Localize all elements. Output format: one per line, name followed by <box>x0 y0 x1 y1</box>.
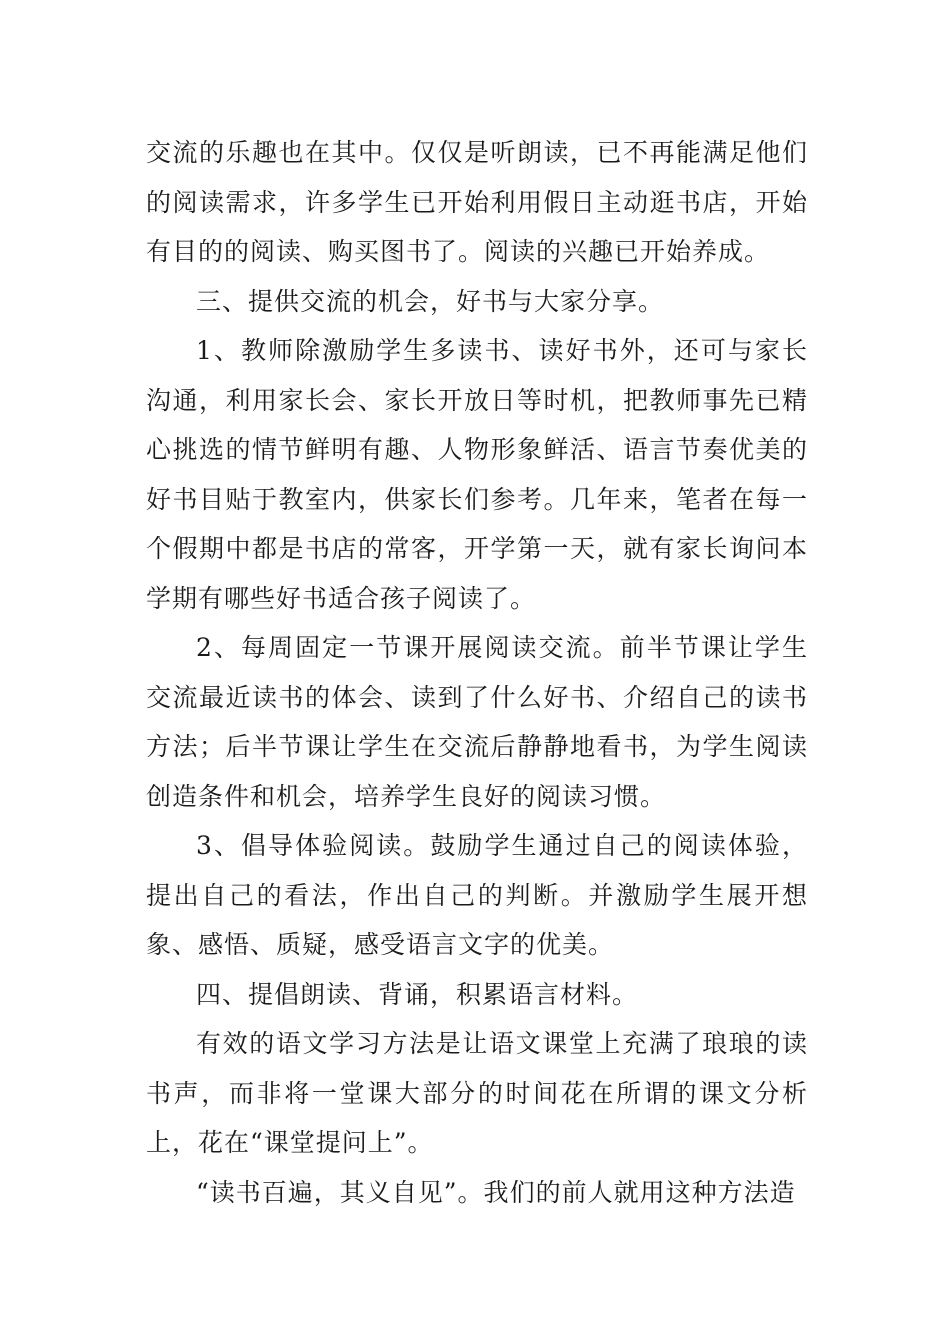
section-heading-four: 四、提倡朗读、背诵，积累语言材料。 <box>196 979 639 1009</box>
paragraph-quote: “读书百遍，其义自见”。我们的前人就用这种方法造 <box>196 1177 796 1207</box>
paragraph-item-1: 1、教师除激励学生多读书、读好书外，还可与家长沟通，利用家长会、家长开放日等时机，把教师事先已精心挑选的情节鲜明有趣、人物形象鲜活、语言节奏优美的好书目贴于教室内，供家长们参考。几年来，笔者在每一个假期中都是书店的常客，开学第一天，就有家长询问本学期有哪些好书适合孩子阅读了。 <box>146 336 808 613</box>
paragraph-reading-method: 有效的语文学习方法是让语文课堂上充满了琅琅的读书声，而非将一堂课大部分的时间花在所谓的课文分析上，花在“课堂提问上”。 <box>146 1029 808 1157</box>
paragraph-continuation: 交流的乐趣也在其中。仅仅是听朗读，已不再能满足他们的阅读需求，许多学生已开始利用假日主动逛书店，开始有目的的阅读、购买图书了。阅读的兴趣已开始养成。 <box>146 138 808 266</box>
document-body <box>146 128 808 1217</box>
paragraph-item-2: 2、每周固定一节课开展阅读交流。前半节课让学生交流最近读书的体会、读到了什么好书、介绍自己的读书方法；后半节课让学生在交流后静静地看书，为学生阅读创造条件和机会，培养学生良好的阅读习惯。 <box>146 633 808 811</box>
section-heading-three: 三、提供交流的机会，好书与大家分享。 <box>196 286 665 316</box>
paragraph-item-3: 3、倡导体验阅读。鼓励学生通过自己的阅读体验，提出自己的看法，作出自己的判断。并激励学生展开想象、感悟、质疑，感受语言文字的优美。 <box>146 831 808 959</box>
